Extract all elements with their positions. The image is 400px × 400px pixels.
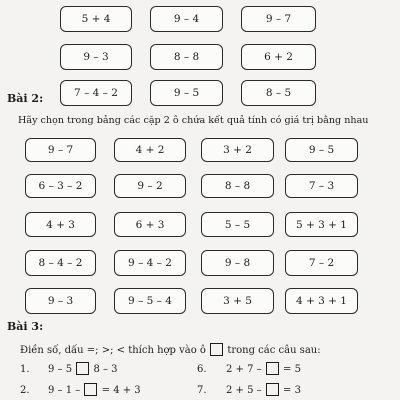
answer-box-icon	[210, 343, 223, 356]
bai2-cell-1-2: 8 – 8	[201, 174, 274, 198]
answer-box[interactable]	[266, 383, 279, 396]
bai2-cell-1-0: 6 – 3 – 2	[25, 174, 96, 198]
bai2-cell-2-3: 5 + 3 + 1	[285, 212, 358, 237]
answer-box[interactable]	[84, 383, 97, 396]
top-cell-1-1: 8 – 8	[150, 44, 223, 70]
item-expression: 9 – 1 – = 4 + 3	[48, 385, 141, 396]
item-number: 1.	[20, 364, 30, 375]
bai2-cell-4-0: 9 – 3	[25, 288, 96, 314]
answer-box[interactable]	[76, 362, 89, 375]
bai3-heading: Bài 3:	[7, 320, 44, 333]
bai2-cell-1-3: 7 – 3	[285, 174, 358, 198]
top-cell-0-2: 9 – 7	[241, 6, 316, 32]
item-expression: 2 + 5 – = 3	[226, 385, 301, 396]
top-cell-2-1: 9 – 5	[150, 80, 223, 106]
bai2-cell-3-1: 9 – 4 – 2	[114, 250, 186, 276]
bai2-cell-2-1: 6 + 3	[114, 212, 186, 237]
bai2-cell-3-2: 9 – 8	[201, 250, 274, 276]
bai2-cell-2-0: 4 + 3	[25, 212, 96, 237]
item-number: 2.	[20, 385, 30, 396]
bai2-cell-4-1: 9 – 5 – 4	[114, 288, 186, 314]
bai2-cell-0-2: 3 + 2	[201, 138, 274, 162]
bai2-cell-3-3: 7 – 2	[285, 250, 358, 276]
bai3-instruction-before: Điền số, dấu =; >; < thích hợp vào ô	[20, 345, 210, 356]
bai2-instruction: Hãy chọn trong bảng các cặp 2 ô chứa kết quả tính có giá trị bằng nhau	[18, 115, 369, 126]
bai2-heading: Bài 2:	[7, 92, 44, 105]
top-cell-1-2: 6 + 2	[241, 44, 316, 70]
bai3-instruction-after: trong các câu sau:	[224, 345, 321, 356]
bai3-instruction	[20, 343, 321, 356]
item-expression: 2 + 7 – = 5	[226, 364, 301, 375]
bai2-cell-4-3: 4 + 3 + 1	[285, 288, 358, 314]
item-number: 6.	[197, 364, 207, 375]
bai2-cell-4-2: 3 + 5	[201, 288, 274, 314]
bai2-cell-1-1: 9 – 2	[114, 174, 186, 198]
answer-box[interactable]	[266, 362, 279, 375]
bai2-cell-0-0: 9 – 7	[25, 138, 96, 162]
top-cell-0-0: 5 + 4	[60, 6, 132, 32]
top-cell-0-1: 9 – 4	[150, 6, 223, 32]
top-cell-2-0: 7 – 4 – 2	[60, 80, 132, 106]
item-number: 7.	[197, 385, 207, 396]
top-cell-2-2: 8 – 5	[241, 80, 316, 106]
item-expression: 9 – 5 8 – 3	[48, 364, 118, 375]
bai2-cell-2-2: 5 – 5	[201, 212, 274, 237]
bai2-cell-3-0: 8 – 4 – 2	[25, 250, 96, 276]
bai2-cell-0-1: 4 + 2	[114, 138, 186, 162]
bai2-cell-0-3: 9 – 5	[285, 138, 358, 162]
top-cell-1-0: 9 – 3	[60, 44, 132, 70]
